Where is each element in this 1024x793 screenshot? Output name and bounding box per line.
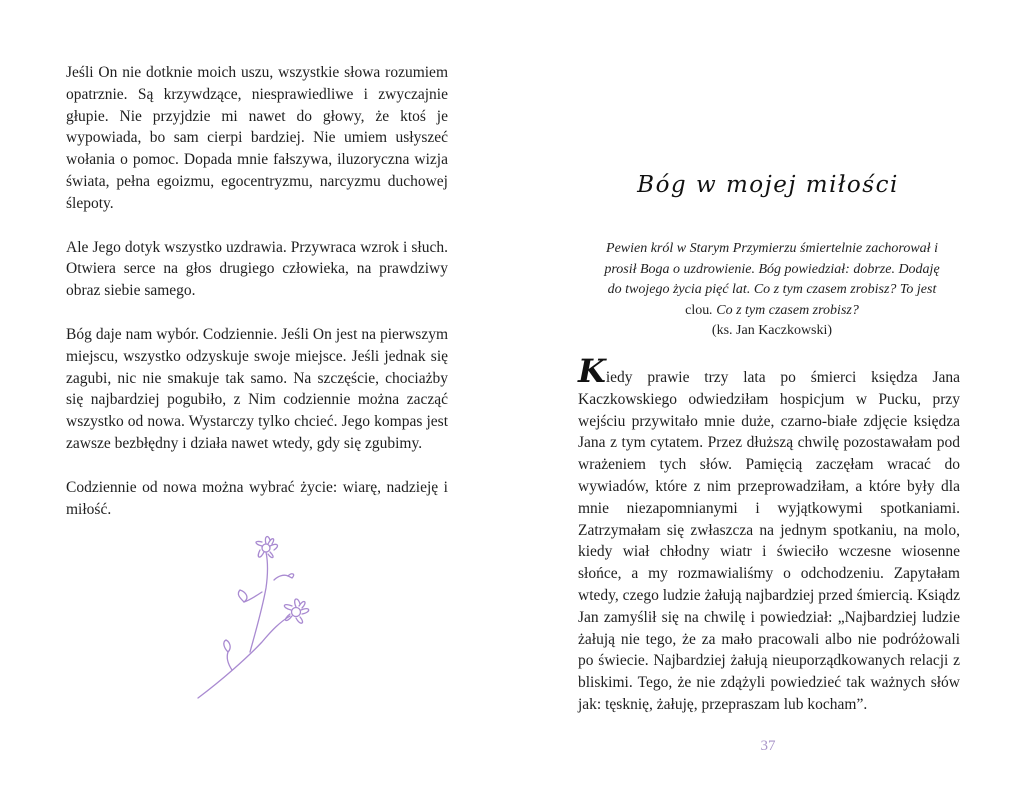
epigraph-author: (ks. Jan Kaczkowski) — [711, 323, 833, 339]
epigraph-quote — [604, 239, 940, 321]
epigraph-quote-term: clou — [685, 302, 710, 318]
right-page-text — [578, 352, 960, 716]
paragraph — [578, 352, 960, 716]
drop-cap: K — [578, 352, 606, 390]
flower-illustration-icon — [192, 530, 332, 700]
paragraph: Codziennie od nowa można wybrać życie: wiarę, nadzieję i miłość. — [66, 478, 448, 518]
paragraph: Ale Jego dotyk wszystko uzdrawia. Przywraca wzrok i słuch. Otwiera serce na głos drugiego człowieka, na prawdziwy obraz siebie samego. — [66, 238, 448, 300]
page-number: 37 — [760, 738, 776, 754]
epigraph-quote-part: Pewien król w Starym Przymierzu śmiertelnie zachorował i prosił Boga o uzdrowienie. Bóg powiedział: dobrze. Dodaję do twojego życia pięć lat. Co z tym czasem zrobisz? To jest — [604, 241, 940, 298]
right-page — [512, 0, 1024, 793]
chapter-title: Bóg w mojej miłości — [637, 172, 899, 198]
epigraph — [604, 239, 940, 342]
paragraph: Bóg daje nam wybór. Codziennie. Jeśli On jest na pierwszym miejscu, wszystko odzyskuje swoje miejsce. Jeśli jednak się zagubi, nic nie smakuje tak samo. Na szczęście, chociażby się najbardziej pogubiło, z Nim codziennie można zacząć wszystko od nowa. Wystarczy tylko chcieć. Jego kompas jest zawsze bezbłędny i działa nawet wtedy, gdy się zgubimy. — [66, 325, 448, 452]
paragraph: Jeśli On nie dotknie moich uszu, wszystkie słowa rozumiem opatrznie. Są krzywdzące, niesprawiedliwe i zwyczajnie głupie. Nie przyjdzie mi nawet do głowy, że ktoś je wypowiada, bo sam cierpi bardziej. Nie umiem usłyszeć wołania o pomoc. Dopada mnie fałszywa, iluzoryczna wizja świata, pełna egoizmu, egocentryzmu, narcyzmu duchowej ślepoty. — [66, 64, 448, 212]
left-page-text — [66, 62, 448, 542]
paragraph-body: iedy prawie trzy lata po śmierci księdza Jana Kaczkowskiego odwiedziłam hospicjum w Pucku, przy wejściu przywitało mnie duże, czarno-białe zdjęcie księdza Jana z tym cytatem. Przez dłuższą chwilę pozostawałam pod wrażeniem tych słów. Pamięcią zaczęłam wracać do wywiadów, które z nim przeprowadziłam, a które były dla mnie niezapomnianymi i wyjątkowymi spotkaniami. Zatrzymałam się zwłaszcza na jednym spotkaniu, na molo, kiedy wiał chłodny wiatr i świeciło wczesne wiosenne słońce, a my rozmawialiśmy o odchodzeniu. Zapytałam wtedy, czego ludzie żałują najbardziej przed śmiercią. Ksiądz Jan zamyślił się na chwilę i powiedział: „Najbardziej ludzie żałują nie tego, że za mało pracowali albo nie podróżowali po świecie. Najbardziej żałują nieuporządkowanych relacji z bliskimi. Tego, że nie zdążyli powiedzieć tak ważnych słów jak: tęsknię, żałuję, przepraszam lub kocham”. — [578, 369, 960, 713]
epigraph-quote-part: . Co z tym czasem zrobisz? — [709, 302, 859, 318]
